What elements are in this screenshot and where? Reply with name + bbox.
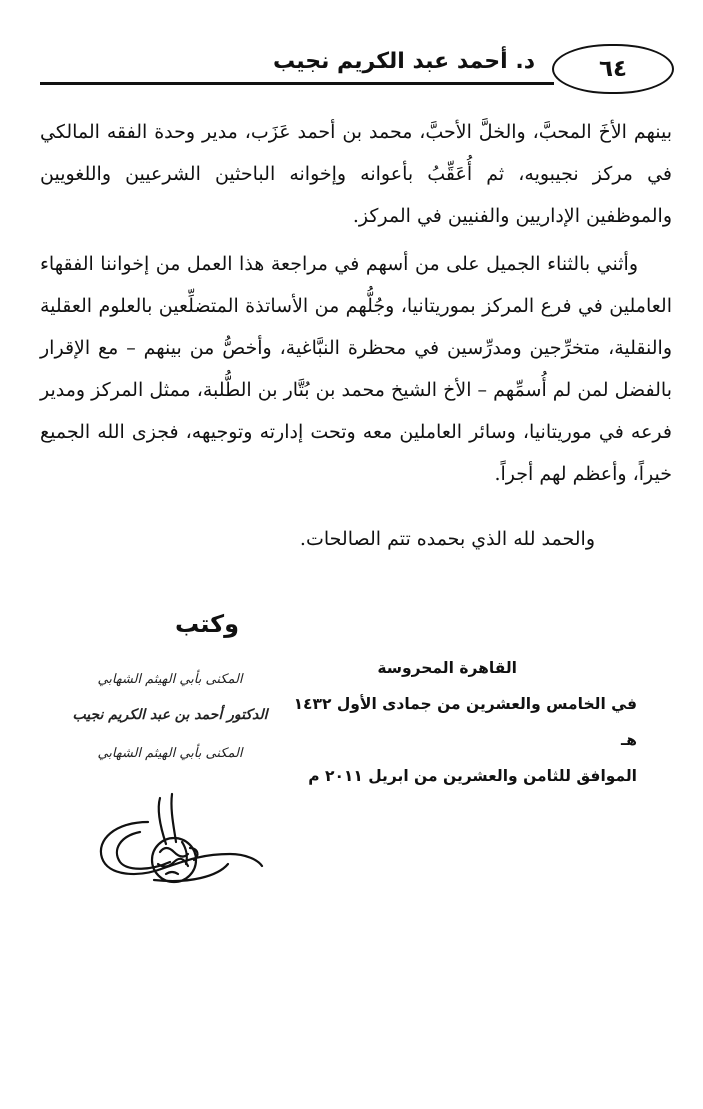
signature-line-3: المكنى بأبي الهيثم الشهابي xyxy=(97,746,243,761)
paragraph-1: بينهم الأخَ المحبَّ، والخلَّ الأحبَّ، محمد بن أحمد عَزَب، مدير وحدة الفقه المالكي في مركز نجيبويه، ثم أُعَقِّبُ بأعوانه وإخوانه الباحثين الشرعيين واللغويين والموظفين الإداريين والفنيين في المركز. xyxy=(40,121,672,227)
body-text xyxy=(40,111,672,495)
page-header xyxy=(0,0,703,100)
seal-tughra-icon xyxy=(90,792,265,892)
written-by-label: وكتب xyxy=(174,610,240,638)
signature-line-2: الدكتور أحمد بن عبد الكريم نجيب xyxy=(72,707,268,723)
signature-block xyxy=(40,600,280,900)
paragraph-2: وأثني بالثناء الجميل على من أسهم في مراجعة هذا العمل من إخواننا الفقهاء العاملين في فرع المركز بموريتانيا، وجُلُّهم من الأساتذة المتضلِّعين بالعلوم العقلية والنقلية، متخرِّجين ومدرِّسين في محظرة النبَّاغية، وأخصُّ من بينهم – مع الإقرار بالفضل لمن لم أُسمِّهم – الأخ الشيخ محمد بن بُتَّار بن الطُّلبة، ممثل المركز ومدير فرعه في موريتانيا، وسائر العاملين معه وتحت إدارته وتوجيهه، فجزى الله الجميع خيراً، وأعظم لهم أجراً. xyxy=(40,253,672,485)
date-gregorian: الموافق للثامن والعشرين من ابريل ٢٠١١ م xyxy=(308,767,637,785)
page-number: ٦٤ xyxy=(552,44,674,94)
date-block xyxy=(285,650,637,794)
signature-line-1: المكنى بأبي الهيثم الشهابي xyxy=(97,672,243,687)
closing-line: والحمد لله الذي بحمده تتم الصالحات. xyxy=(299,528,595,550)
date-place: القاهرة المحروسة xyxy=(377,659,517,677)
date-hijri: في الخامس والعشرين من جمادى الأول ١٤٣٢ هـ xyxy=(293,695,637,749)
header-author: د. أحمد عبد الكريم نجيب xyxy=(272,49,535,74)
header-rule xyxy=(40,82,554,85)
